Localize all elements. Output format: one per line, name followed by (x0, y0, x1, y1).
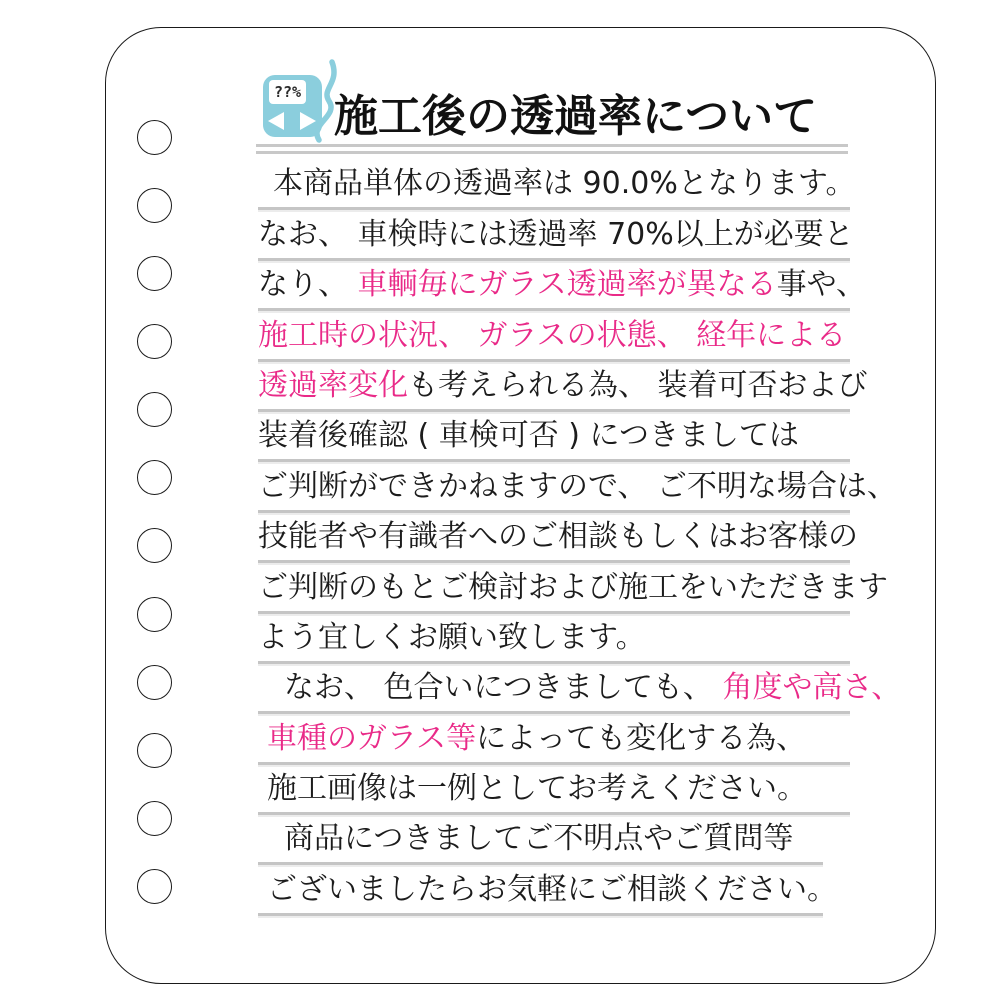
binder-holes-column (137, 120, 173, 904)
text-segment-highlight: 車種のガラス等 (267, 720, 477, 756)
text-line (258, 614, 850, 664)
text-line (258, 462, 897, 512)
text-segment: 事や、 (776, 267, 867, 303)
binder-hole (137, 460, 172, 495)
text-line (258, 765, 850, 815)
text-segment: ございましたらお気軽にご相談ください。 (267, 871, 837, 907)
binder-hole (137, 665, 172, 700)
binder-hole (137, 733, 172, 768)
text-line (258, 412, 850, 462)
text-line (258, 160, 856, 210)
binder-hole (137, 324, 172, 359)
binder-hole (137, 869, 172, 904)
text-line (258, 865, 837, 915)
binder-hole (137, 801, 172, 836)
text-segment: によっても変化する為、 (476, 720, 807, 756)
binder-hole (137, 256, 172, 291)
text-line (258, 261, 867, 311)
text-line (258, 664, 902, 714)
text-segment-highlight: 車輌毎にガラス透過率が異なる (357, 267, 777, 303)
text-segment: ご判断ができかねますので、 ご不明な場合は、 (258, 468, 897, 504)
text-segment: 装着後確認 ( 車検可否 ) につきましては (258, 418, 799, 454)
text-segment: なお、 色合いにつきましても、 (284, 670, 723, 706)
text-segment-highlight: 角度や高さ、 (722, 670, 902, 706)
binder-hole (137, 188, 172, 223)
title-rule (256, 144, 848, 147)
text-segment: 技能者や有識者へのご相談もしくはお客様の (258, 519, 858, 555)
body-text (258, 160, 902, 916)
text-segment: 本商品単体の透過率は 90.0%となります。 (273, 166, 856, 202)
text-segment: なり、 (258, 267, 358, 303)
text-line (258, 714, 850, 764)
text-line (258, 513, 858, 563)
text-line (258, 563, 888, 613)
binder-hole (137, 528, 172, 563)
text-segment-highlight: 施工時の状況、 ガラスの状態、 経年による (258, 317, 847, 353)
text-segment: よう宜しくお願い致します。 (258, 619, 646, 655)
text-segment: 施工画像は一例としてお考えください。 (267, 771, 807, 807)
text-line (258, 311, 850, 361)
text-line (258, 815, 823, 865)
text-segment-highlight: 透過率変化 (258, 367, 408, 403)
title-rule (256, 151, 848, 154)
text-line (258, 210, 854, 260)
text-segment: 商品につきましてご不明点やご質問等 (284, 821, 794, 857)
binder-hole (137, 392, 172, 427)
meter-display-value: ??% (269, 80, 306, 104)
text-segment: も考えられる為、 装着可否および (408, 367, 868, 403)
arrow-left-icon (268, 112, 284, 130)
page-title: 施工後の透過率について (334, 91, 818, 142)
binder-hole (137, 597, 172, 632)
binder-hole (137, 120, 172, 155)
text-segment: ご判断のもとご検討および施工をいただきます (258, 569, 888, 605)
text-line (258, 362, 868, 412)
text-segment: なお、 車検時には透過率 70%以上が必要と (258, 216, 854, 252)
